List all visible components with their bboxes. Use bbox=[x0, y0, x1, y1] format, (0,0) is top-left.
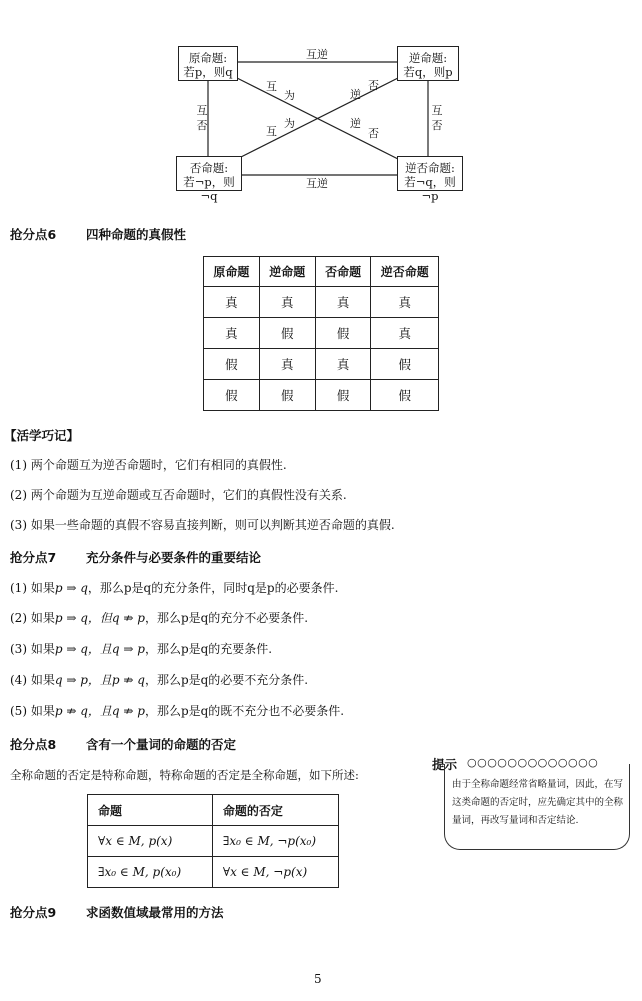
section-heading-6 bbox=[10, 225, 186, 243]
diag-label-ur-1: 逆 bbox=[350, 88, 361, 101]
section-heading-9 bbox=[10, 903, 224, 921]
condition-item-4 bbox=[10, 672, 308, 688]
table-cell: 真 bbox=[259, 287, 315, 318]
box-body: 若q，则p bbox=[403, 65, 453, 79]
box-title: 逆命题: bbox=[408, 51, 448, 65]
box-title: 逆否命题: bbox=[405, 161, 455, 175]
section-number: 抢分点7 bbox=[10, 550, 57, 565]
table-cell: 真 bbox=[315, 287, 371, 318]
table-cell: 假 bbox=[204, 349, 260, 380]
section-title: 含有一个量词的命题的否定 bbox=[86, 737, 237, 752]
table-cell: 真 bbox=[259, 349, 315, 380]
table-cell: 真 bbox=[204, 287, 260, 318]
box-converse-proposition bbox=[397, 46, 459, 81]
section-number: 抢分点6 bbox=[10, 227, 57, 242]
edge-label-right-1: 互 bbox=[431, 104, 443, 117]
item-rest: ，那么p是q的充要条件. bbox=[144, 642, 273, 656]
item-rest: ，那么p是q的必要不充分条件. bbox=[144, 673, 309, 687]
box-body: 若¬p，则¬q bbox=[183, 175, 235, 203]
diag-label-ll-1: 互 bbox=[266, 125, 277, 138]
table-header: 逆命题 bbox=[259, 257, 315, 287]
table-cell: ∃x₀ ∈ M, p(x₀) bbox=[88, 857, 213, 888]
section-title: 四种命题的真假性 bbox=[86, 227, 187, 242]
table-header-row bbox=[88, 795, 339, 826]
hint-dots: ○○○○○○○○○○○○○ bbox=[467, 756, 599, 769]
table-row bbox=[204, 318, 439, 349]
table-header: 逆否命题 bbox=[371, 257, 439, 287]
table-row bbox=[204, 287, 439, 318]
table-row bbox=[88, 826, 339, 857]
tip-item-1: (1) 两个命题互为逆否命题时，它们有相同的真假性. bbox=[10, 458, 287, 472]
condition-item-5 bbox=[10, 703, 344, 719]
box-body: 若p，则q bbox=[183, 65, 233, 79]
section-number: 抢分点8 bbox=[10, 737, 57, 752]
tip-item-2: (2) 两个命题为互逆命题或互否命题时，它们的真假性没有关系. bbox=[10, 488, 347, 502]
item-condition: p ⇒ q bbox=[54, 581, 88, 595]
table-cell: ∃x₀ ∈ M, ¬p(x₀) bbox=[212, 826, 338, 857]
diag-label-lr-1: 逆 bbox=[350, 117, 361, 130]
table-header: 原命题 bbox=[204, 257, 260, 287]
section-number: 抢分点9 bbox=[10, 905, 57, 920]
table-cell: 假 bbox=[259, 318, 315, 349]
table-header: 命题 bbox=[88, 795, 213, 826]
item-label: (4) 如果 bbox=[10, 673, 55, 687]
item-condition: p ⇒ q，且q ⇒ p bbox=[54, 642, 145, 656]
item-condition: q ⇒ p，且p ⇏ q bbox=[54, 673, 145, 687]
tip-item-3: (3) 如果一些命题的真假不容易直接判断，则可以判断其逆否命题的真假. bbox=[10, 518, 395, 532]
hint-label: 提示 bbox=[432, 757, 458, 772]
box-inverse-proposition bbox=[176, 156, 242, 203]
table-cell: ∀x ∈ M, p(x) bbox=[88, 826, 213, 857]
edge-label-bottom: 互逆 bbox=[306, 177, 328, 190]
diag-label-ul-1: 互 bbox=[266, 80, 277, 93]
page-number: 5 bbox=[314, 972, 322, 986]
diag-label-ur-2: 否 bbox=[368, 79, 379, 92]
table-cell: ∀x ∈ M, ¬p(x) bbox=[212, 857, 338, 888]
table-header: 命题的否定 bbox=[212, 795, 338, 826]
box-original-proposition bbox=[178, 46, 238, 81]
box-title: 原命题: bbox=[188, 51, 228, 65]
item-label: (1) 如果 bbox=[10, 581, 55, 595]
item-rest: ，那么p是q的充分条件，同时q是p的必要条件. bbox=[87, 581, 339, 595]
table-cell: 假 bbox=[259, 380, 315, 411]
table-cell: 真 bbox=[371, 287, 439, 318]
table-cell: 假 bbox=[204, 380, 260, 411]
condition-item-3 bbox=[10, 641, 272, 657]
diag-label-lr-2: 否 bbox=[368, 127, 379, 140]
tips-title: 【活学巧记】 bbox=[4, 428, 80, 443]
table-header-row bbox=[204, 257, 439, 287]
table-row bbox=[88, 857, 339, 888]
item-label: (3) 如果 bbox=[10, 642, 55, 656]
diag-label-ul-2: 为 bbox=[284, 89, 295, 102]
box-title: 否命题: bbox=[189, 161, 229, 175]
hint-text: 由于全称命题经常省略量词，因此，在写这类命题的否定时，应先确定其中的全称量词，再改写量词和否定结论. bbox=[452, 779, 624, 826]
condition-item-2 bbox=[10, 610, 308, 626]
edge-label-left-1: 互 bbox=[196, 104, 208, 117]
section-heading-8 bbox=[10, 735, 236, 753]
item-label: (5) 如果 bbox=[10, 704, 55, 718]
item-rest: ，那么p是q的既不充分也不必要条件. bbox=[144, 704, 345, 718]
table-cell: 真 bbox=[371, 318, 439, 349]
section8-intro: 全称命题的否定是特称命题，特称命题的否定是全称命题，如下所述: bbox=[10, 768, 359, 782]
item-condition: p ⇏ q，且q ⇏ p bbox=[54, 704, 145, 718]
box-contrapositive-proposition bbox=[397, 156, 463, 203]
quantifier-table bbox=[87, 794, 339, 888]
edge-label-right-2: 否 bbox=[431, 119, 443, 132]
diag-label-ll-2: 为 bbox=[284, 117, 295, 130]
box-body: 若¬q，则¬p bbox=[404, 175, 456, 203]
table-row bbox=[204, 380, 439, 411]
item-label: (2) 如果 bbox=[10, 611, 55, 625]
table-cell: 假 bbox=[371, 380, 439, 411]
table-cell: 假 bbox=[315, 318, 371, 349]
table-cell: 真 bbox=[204, 318, 260, 349]
section-title: 求函数值域最常用的方法 bbox=[86, 905, 224, 920]
item-rest: ，那么p是q的充分不必要条件. bbox=[144, 611, 309, 625]
edge-label-top: 互逆 bbox=[306, 48, 328, 61]
section-heading-7 bbox=[10, 548, 261, 566]
table-cell: 真 bbox=[315, 349, 371, 380]
table-header: 否命题 bbox=[315, 257, 371, 287]
edge-label-left-2: 否 bbox=[196, 119, 208, 132]
section-title: 充分条件与必要条件的重要结论 bbox=[86, 550, 262, 565]
item-condition: p ⇒ q，但q ⇏ p bbox=[54, 611, 145, 625]
table-row bbox=[204, 349, 439, 380]
condition-item-1 bbox=[10, 580, 338, 596]
table-cell: 假 bbox=[371, 349, 439, 380]
truth-table bbox=[203, 256, 439, 411]
table-cell: 假 bbox=[315, 380, 371, 411]
